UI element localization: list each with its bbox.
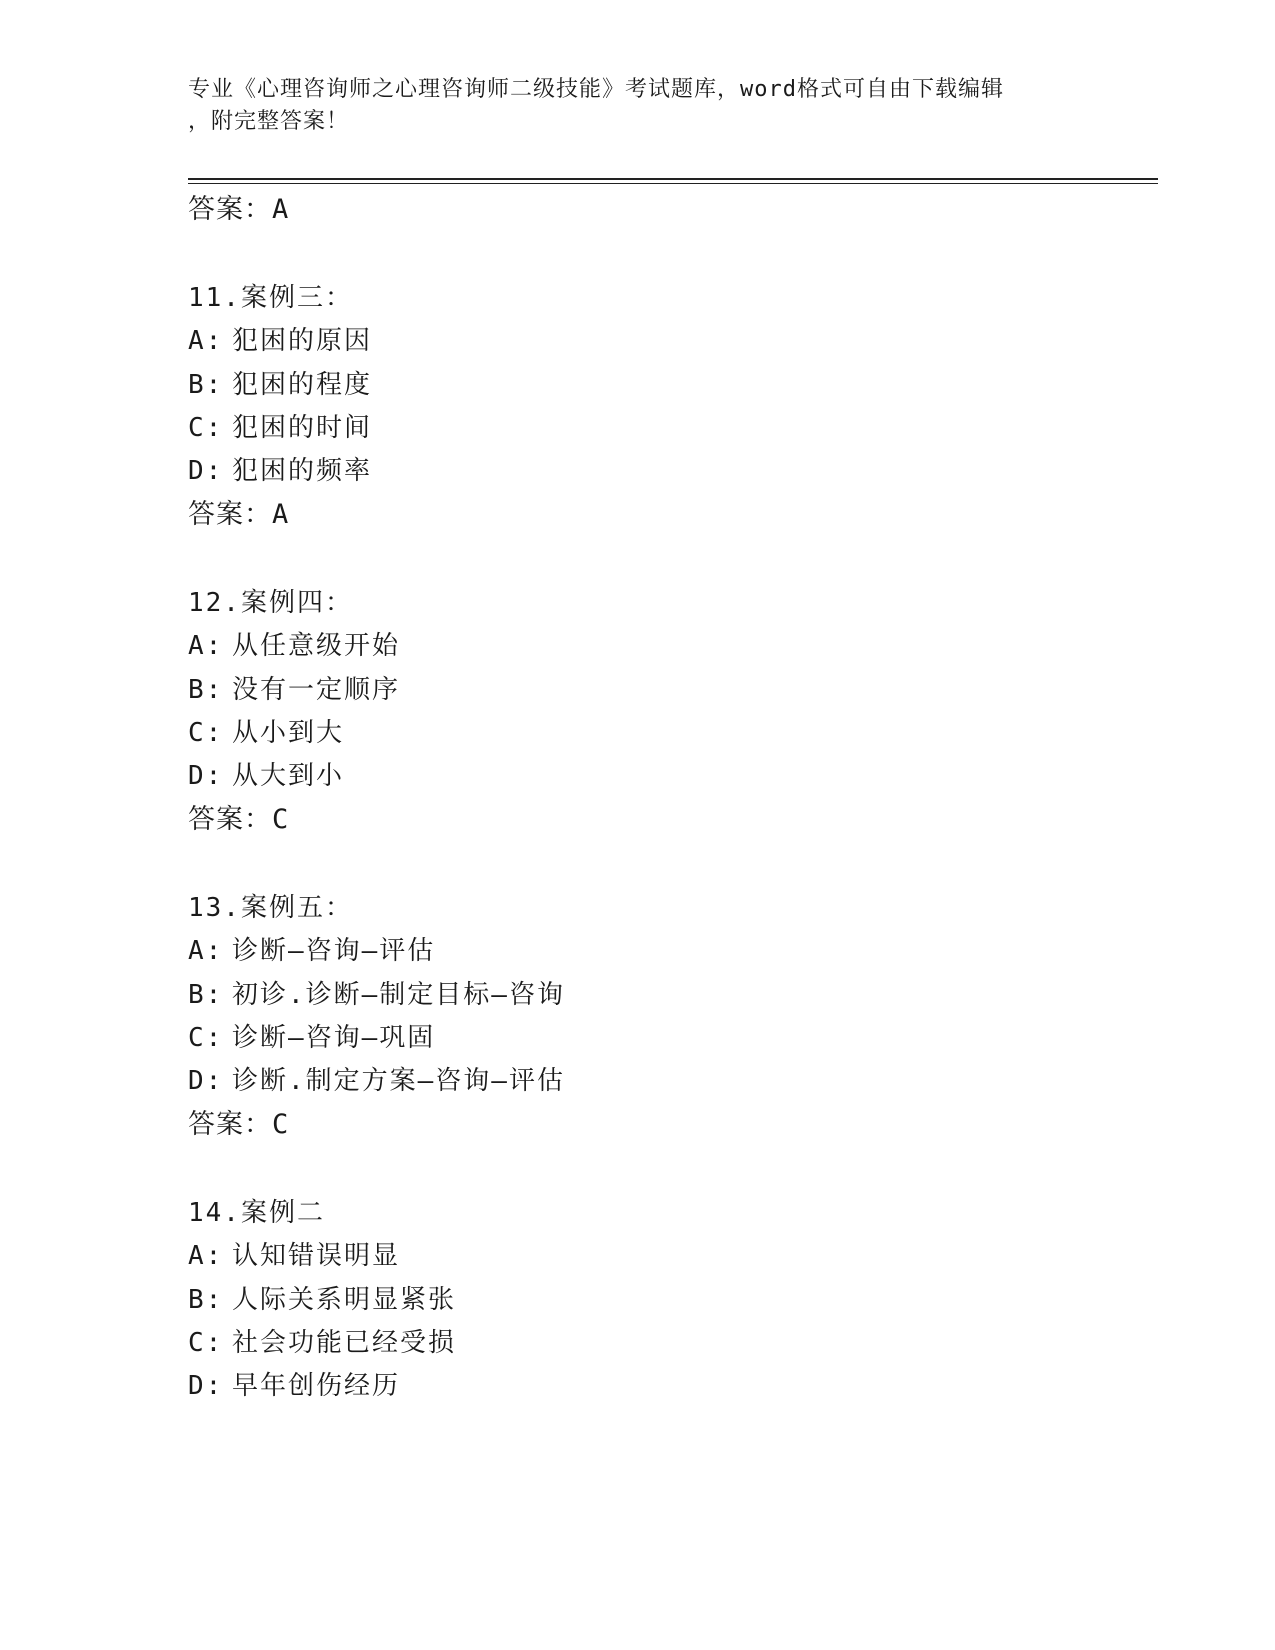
option-d xyxy=(188,756,344,796)
option-d xyxy=(188,1366,400,1406)
option-key: C: xyxy=(188,1328,224,1358)
option-text: 认知错误明显 xyxy=(232,1241,401,1271)
question-title: 13.案例五： xyxy=(188,893,353,923)
option-text: 没有一定顺序 xyxy=(232,675,401,705)
option-key: B: xyxy=(188,370,224,400)
option-key: B: xyxy=(188,675,224,705)
answer xyxy=(188,1105,289,1145)
option-b xyxy=(188,670,400,710)
option-text: 从任意级开始 xyxy=(232,631,401,661)
option-key: B: xyxy=(188,1285,224,1315)
option-key: D: xyxy=(188,761,224,791)
option-c xyxy=(188,408,372,448)
header-line-1: 专业《心理咨询师之心理咨询师二级技能》考试题库，word格式可自由下载编辑 xyxy=(188,77,1004,102)
option-c xyxy=(188,1018,435,1058)
question-title: 14.案例二 xyxy=(188,1198,325,1228)
previous-answer xyxy=(188,190,289,230)
option-b xyxy=(188,975,565,1015)
option-b xyxy=(188,1280,456,1320)
option-text: 犯困的程度 xyxy=(232,370,373,400)
option-b xyxy=(188,365,372,405)
option-d xyxy=(188,1061,565,1101)
header-divider-thick xyxy=(188,178,1158,180)
answer-value: A xyxy=(272,499,290,530)
answer-label: 答案： xyxy=(188,194,272,225)
option-key: C: xyxy=(188,413,224,443)
header-divider-thin xyxy=(188,183,1158,184)
option-text: 犯困的频率 xyxy=(232,456,373,486)
document-header xyxy=(188,74,1088,138)
option-text: 犯困的时间 xyxy=(232,413,373,443)
option-a xyxy=(188,931,435,971)
option-key: A: xyxy=(188,631,224,661)
answer-label: 答案： xyxy=(188,1109,272,1140)
answer xyxy=(188,495,289,535)
option-key: D: xyxy=(188,1066,224,1096)
header-line-2: ，附完整答案！ xyxy=(188,109,350,134)
option-key: B: xyxy=(188,980,224,1010)
option-key: D: xyxy=(188,456,224,486)
option-a xyxy=(188,626,400,666)
answer-value: C xyxy=(272,1109,290,1140)
option-key: C: xyxy=(188,718,224,748)
option-text: 社会功能已经受损 xyxy=(232,1328,457,1358)
option-text: 初诊.诊断—制定目标—咨询 xyxy=(232,980,565,1010)
option-a xyxy=(188,1236,400,1276)
option-text: 从大到小 xyxy=(232,761,345,791)
option-key: A: xyxy=(188,326,224,356)
answer xyxy=(188,800,289,840)
answer-label: 答案： xyxy=(188,804,272,835)
option-text: 人际关系明显紧张 xyxy=(232,1285,457,1315)
option-text: 诊断—咨询—评估 xyxy=(232,936,436,966)
option-c xyxy=(188,1323,456,1363)
option-key: C: xyxy=(188,1023,224,1053)
option-c xyxy=(188,713,344,753)
option-text: 早年创伤经历 xyxy=(232,1371,401,1401)
answer-value: C xyxy=(272,804,290,835)
option-text: 诊断—咨询—巩固 xyxy=(232,1023,436,1053)
answer-value: A xyxy=(272,194,290,225)
option-text: 犯困的原因 xyxy=(232,326,373,356)
option-d xyxy=(188,451,372,491)
option-key: A: xyxy=(188,936,224,966)
answer-label: 答案： xyxy=(188,499,272,530)
option-text: 诊断.制定方案—咨询—评估 xyxy=(232,1066,565,1096)
option-a xyxy=(188,321,372,361)
question-title: 11.案例三： xyxy=(188,283,353,313)
option-text: 从小到大 xyxy=(232,718,345,748)
option-key: A: xyxy=(188,1241,224,1271)
question-title: 12.案例四： xyxy=(188,588,353,618)
option-key: D: xyxy=(188,1371,224,1401)
